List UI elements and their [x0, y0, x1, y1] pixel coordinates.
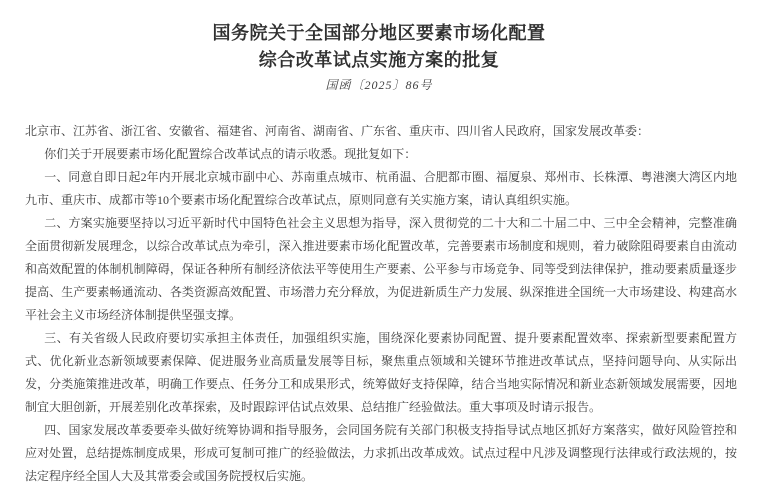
document-body — [25, 120, 737, 488]
document-title-line1: 国务院关于全国部分地区要素市场化配置 — [212, 23, 546, 43]
document-title — [0, 0, 758, 74]
paragraph-item-4: 四、国家发展改革委要牵头做好统筹协调和指导服务，会同国务院有关部门积极支持指导试点地区抓好方案落实，做好风险管控和应对处置，总结提炼制度成果，形成可复制可推广的经验做法，力求抓出改革成效。试点过程中凡涉及调整现行法律或行政法规的，按法定程序经全国人大及其常委会或国务院授权后实施。 — [25, 423, 737, 483]
document-title-line2: 综合改革试点实施方案的批复 — [258, 50, 500, 70]
recipients-line: 北京市、江苏省、浙江省、安徽省、福建省、河南省、湖南省、广东省、重庆市、四川省人民政府，国家发展改革委： — [25, 124, 650, 138]
paragraph-item-3: 三、有关省级人民政府要切实承担主体责任，加强组织实施，围绕深化要素协同配置、提升要素配置效率、探索新型要素配置方式、优化新业态新领域要素保障、促进服务业高质量发展等目标，聚焦重点领域和关键环节推进改革试点，坚持问题导向、从实际出发，分类施策推进改革，明确工作要点、任务分工和成果形式，统筹做好支持保障，结合当地实际情况和新业态新领域发展需要，因地制宜大胆创新，开展差别化改革探索，及时跟踪评估试点效果、总结推广经验做法。重大事项及时请示报告。 — [25, 331, 737, 414]
paragraph-item-2: 二、方案实施要坚持以习近平新时代中国特色社会主义思想为指导，深入贯彻党的二十大和二十届二中、三中全会精神，完整准确全面贯彻新发展理念，以综合改革试点为牵引，深入推进要素市场化配置改革，完善要素市场制度和规则，着力破除阻碍要素自由流动和高效配置的体制机制障碍，保证各种所有制经济依法平等使用生产要素、公平参与市场竞争、同等受到法律保护，推动要素质量逐步提高、生产要素畅通流动、各类资源高效配置、市场潜力充分释放，为促进新质生产力发展、纵深推进全国统一大市场建设、构建高水平社会主义市场经济体制提供坚强支撑。 — [25, 216, 737, 322]
paragraph-item-1: 一、同意自即日起2年内开展北京城市副中心、苏南重点城市、杭甬温、合肥都市圈、福厦泉、郑州市、长株潭、粤港澳大湾区内地九市、重庆市、成都市等10个要素市场化配置综合改革试点，原则同意有关实施方案，请认真组织实施。 — [25, 170, 737, 207]
document-number: 国函〔2025〕86号 — [325, 78, 433, 92]
intro-line: 你们关于开展要素市场化配置综合改革试点的请示收悉。现批复如下： — [44, 147, 417, 161]
